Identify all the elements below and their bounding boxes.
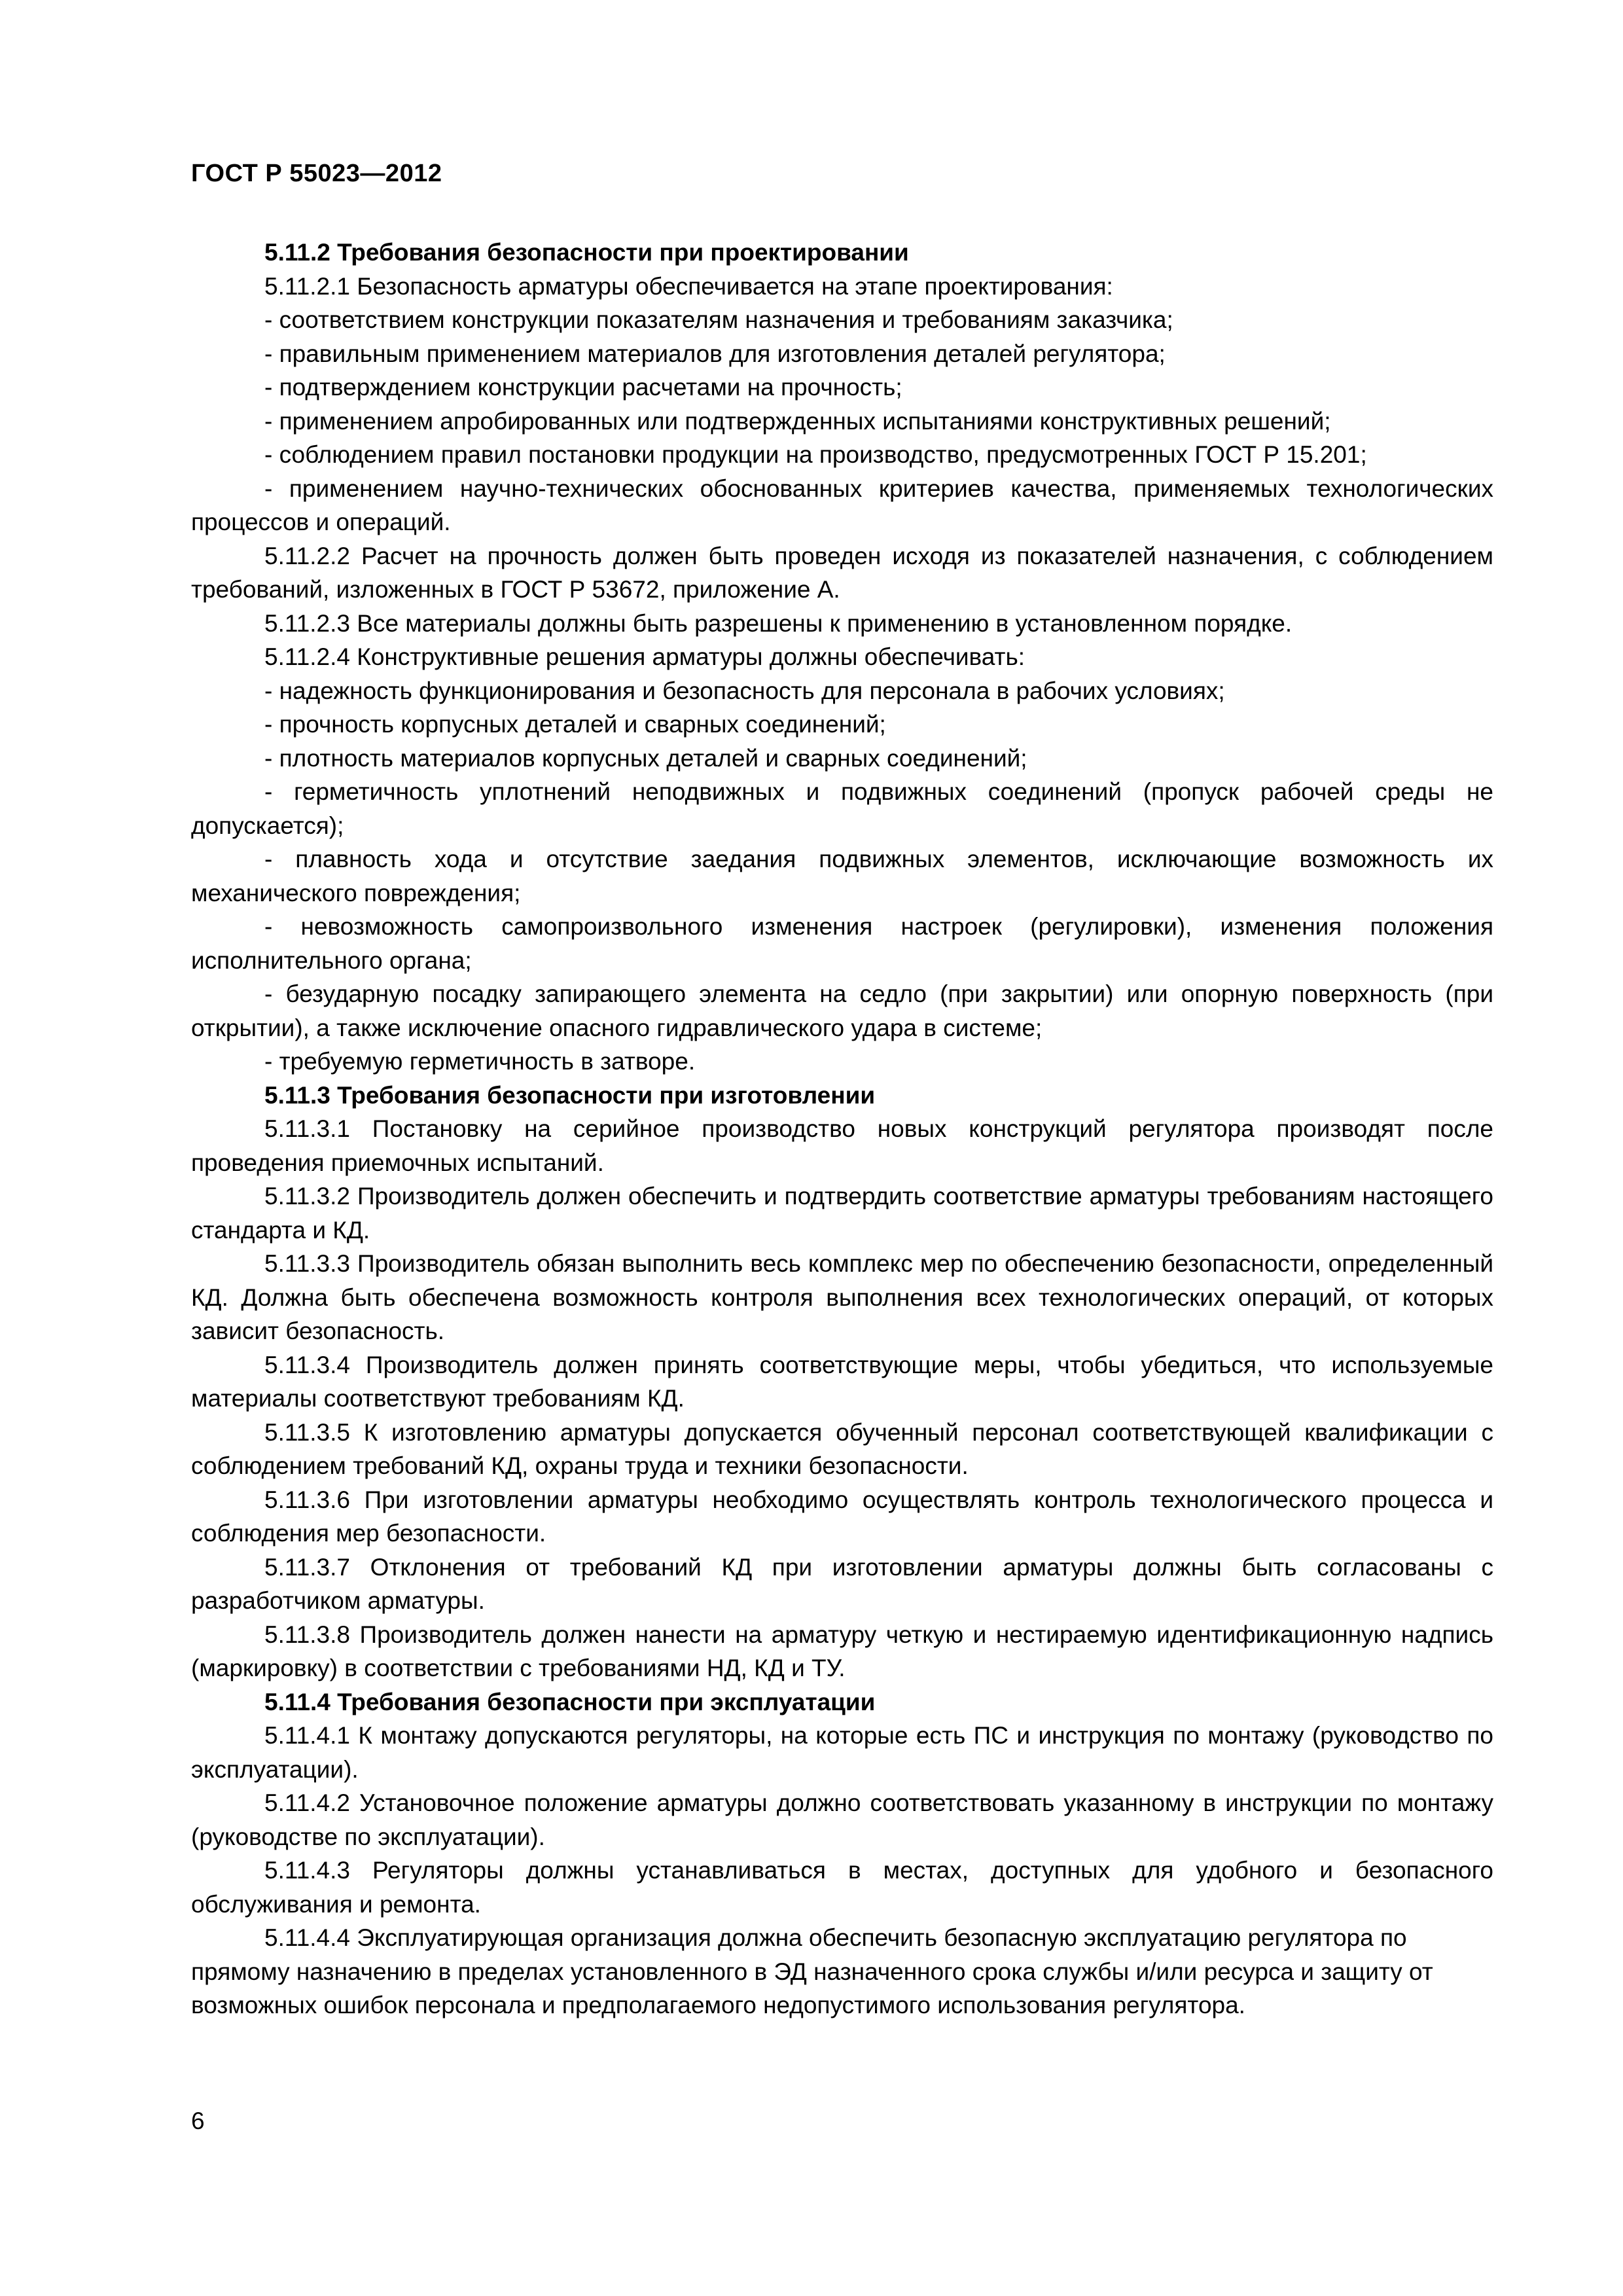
list-item: - применением апробированных или подтвержденных испытаниями конструктивных решений; [264, 407, 1331, 435]
page-number: 6 [191, 2108, 205, 2134]
list-item: - соответствием конструкции показателям назначения и требованиям заказчика; [264, 306, 1173, 333]
paragraph: 5.11.3.1 Постановку на серийное производство новых конструкций регулятора производят после проведения приемочных испытаний. [191, 1115, 1493, 1176]
paragraph: 5.11.2.2 Расчет на прочность должен быть проведен исходя из показателей назначения, с соблюдением требований, изложенных в ГОСТ Р 53672, приложение А. [191, 542, 1493, 603]
list-item: - плавность хода и отсутствие заедания подвижных элементов, исключающие возможность их механического повреждения; [191, 846, 1493, 906]
paragraph: 5.11.2.3 Все материалы должны быть разрешены к применению в установленном порядке. [264, 609, 1293, 637]
section-heading: 5.11.3 Требования безопасности при изготовлении [264, 1081, 876, 1109]
paragraph: 5.11.3.2 Производитель должен обеспечить и подтвердить соответствие арматуры требованиям настоящего стандарта и КД. [191, 1183, 1493, 1244]
paragraph: 5.11.2.1 Безопасность арматуры обеспечивается на этапе проектирования: [264, 272, 1113, 300]
list-item: - безударную посадку запирающего элемента на седло (при закрытии) или опорную поверхность (при открытии), а также исключение опасного гидравлического удара в системе; [191, 980, 1493, 1041]
paragraph: 5.11.4.4 Эксплуатирующая организация должна обеспечить безопасную эксплуатацию регулятора по прямому назначению в пределах установленного в ЭД назначенного срока службы и/или ресурса и защиту от возможных ошибок персонала и предполагаемого недопустимого использования регулятора. [191, 1924, 1433, 2018]
document-body [191, 236, 1493, 2022]
paragraph: 5.11.3.5 К изготовлению арматуры допускается обученный персонал соответствующей квалификации с соблюдением требований КД, охраны труда и техники безопасности. [191, 1418, 1493, 1479]
list-item: - правильным применением материалов для изготовления деталей регулятора; [264, 340, 1166, 367]
paragraph: 5.11.4.2 Установочное положение арматуры должно соответствовать указанному в инструкции по монтажу (руководстве по эксплуатации). [191, 1789, 1493, 1850]
section-heading: 5.11.2 Требования безопасности при проектировании [264, 239, 909, 266]
list-item: - герметичность уплотнений неподвижных и подвижных соединений (пропуск рабочей среды не допускается); [191, 778, 1493, 839]
list-item: - плотность материалов корпусных деталей и сварных соединений; [264, 744, 1027, 772]
list-item: - подтверждением конструкции расчетами на прочность; [264, 374, 902, 401]
paragraph: 5.11.3.8 Производитель должен нанести на арматуру четкую и нестираемую идентификационную надпись (маркировку) в соответствии с требованиями НД, КД и ТУ. [191, 1621, 1493, 1681]
paragraph: 5.11.3.4 Производитель должен принять соответствующие меры, чтобы убедиться, что используемые материалы соответствуют требованиям КД. [191, 1351, 1493, 1412]
list-item: - прочность корпусных деталей и сварных соединений; [264, 711, 886, 738]
paragraph: 5.11.3.6 При изготовлении арматуры необходимо осуществлять контроль технологического процесса и соблюдения мер безопасности. [191, 1486, 1493, 1547]
list-item: - требуемую герметичность в затворе. [264, 1048, 696, 1075]
section-heading: 5.11.4 Требования безопасности при эксплуатации [264, 1688, 876, 1715]
standard-header: ГОСТ Р 55023—2012 [191, 160, 442, 187]
paragraph: 5.11.2.4 Конструктивные решения арматуры должны обеспечивать: [264, 643, 1026, 670]
paragraph: 5.11.3.7 Отклонения от требований КД при изготовлении арматуры должны быть согласованы с разработчиком арматуры. [191, 1553, 1493, 1614]
list-item: - невозможность самопроизвольного изменения настроек (регулировки), изменения положения исполнительного органа; [191, 913, 1493, 974]
list-item: - надежность функционирования и безопасность для персонала в рабочих условиях; [264, 677, 1225, 704]
paragraph: 5.11.4.1 К монтажу допускаются регуляторы, на которые есть ПС и инструкция по монтажу (руководство по эксплуатации). [191, 1722, 1493, 1783]
paragraph: 5.11.4.3 Регуляторы должны устанавливаться в местах, доступных для удобного и безопасного обслуживания и ремонта. [191, 1857, 1493, 1918]
paragraph: 5.11.3.3 Производитель обязан выполнить весь комплекс мер по обеспечению безопасности, определенный КД. Должна быть обеспечена возможность контроля выполнения всех технологических операций, от которых зависит безопасность. [191, 1250, 1493, 1344]
list-item: - соблюдением правил постановки продукции на производство, предусмотренных ГОСТ Р 15.201; [264, 441, 1367, 468]
list-item: - применением научно-технических обоснованных критериев качества, применяемых технологических процессов и операций. [191, 475, 1493, 535]
